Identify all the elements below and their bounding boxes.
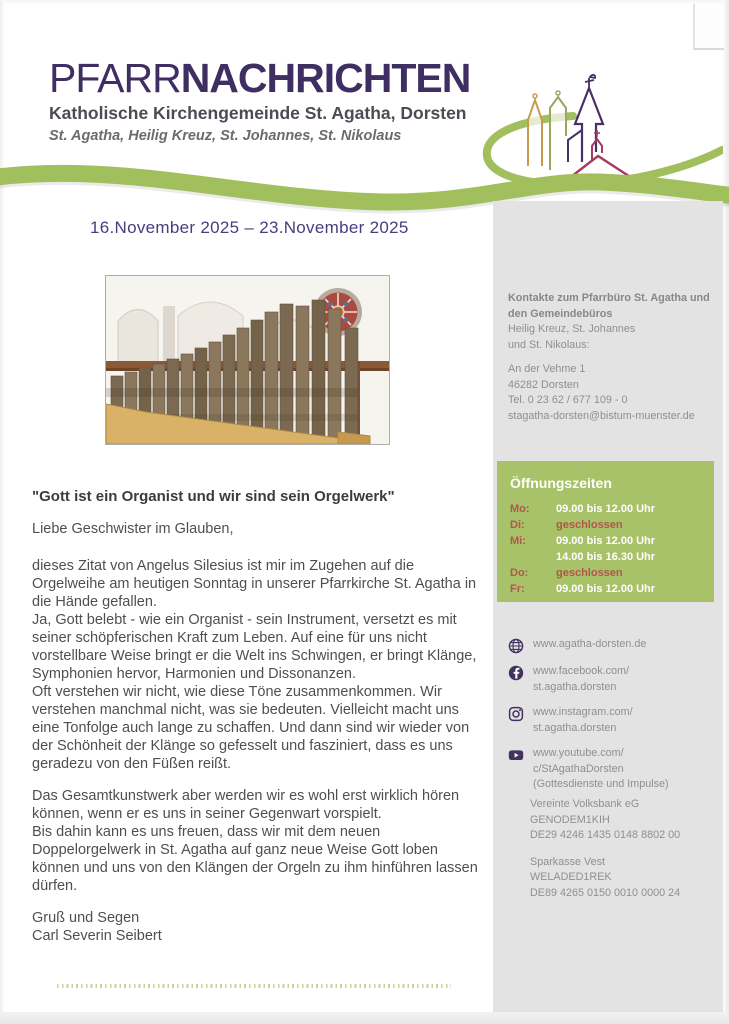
instagram-icon [508,706,524,722]
contact-heading: Kontakte zum Pfarrbüro St. Agatha und den Gemeindebüros [508,292,710,320]
article-paragraph: Das Gesamtkunstwerk aber werden wir es wohl erst wirklich hören können, wenn er es uns in seiner Gegenwart vorspielt. [32,788,460,822]
article-paragraph: Bis dahin kann es uns freuen, dass wir mit dem neuen Doppelorgelwerk in St. Agatha auf ganz neue Weise Gott loben können und uns von den Klängen der Orgeln zu ihm hinführen lassen dürfen. [32,824,478,894]
hours-day: Mi: [510,534,526,547]
facebook-url: www.facebook.com/ st.agatha.dorsten [533,665,630,693]
hours-row [510,549,702,565]
hours-time: 09.00 bis 12.00 Uhr [556,582,656,595]
contact-street: An der Vehme 1 [508,363,586,375]
title-light-part: PFARR [49,55,181,101]
hours-row [510,517,702,533]
title-bold-part: NACHRICHTEN [180,55,471,101]
contact-city: 46282 Dorsten [508,378,579,391]
youtube-icon [508,747,524,763]
contact-email: stagatha-dorsten@bistum-muenster.de [508,409,695,422]
contact-line: Heilig Kreuz, St. Johannes [508,323,636,335]
article-paragraph: Oft verstehen wir nicht, wie diese Töne zusammenkommen. Wir verstehen manchmal nicht, was sie bedeuten. Vielleicht macht uns eine Tonfolge auch lange zu schaffen. Und dann sind wir wieder von der Schönheit der Klänge so gefesselt und fasziniert, dass es uns geradezu von den Füßen reißt. [32,684,470,772]
globe-icon [508,638,524,654]
date-range: 16.November 2025 – 23.November 2025 [90,218,409,237]
instagram-url: www.instagram.com/ st.agatha.dorsten [533,706,633,734]
bank-accounts-block [530,797,720,901]
article-salutation: Liebe Geschwister im Glauben, [32,521,234,537]
parish-subtitle: Katholische Kirchengemeinde St. Agatha, Dorsten [49,103,467,123]
page-title [49,56,470,100]
contact-line: und St. Nikolaus: [508,338,590,351]
hours-row [510,565,702,581]
hours-day: Di: [510,518,525,531]
opening-hours-box [497,461,714,602]
hours-row [510,533,702,549]
article-signature: Carl Severin Seibert [32,928,162,944]
youtube-url: www.youtube.com/ c/StAgathaDorsten (Gottesdienste und Impulse) [533,747,669,790]
article-paragraph: dieses Zitat von Angelus Silesius ist mir im Zugehen auf die Orgelweihe am heutigen Sonntag in unserer Pfarrkirche St. Agatha in die Hände gefallen. [32,558,477,610]
hours-time: 14.00 bis 16.30 Uhr [556,550,656,563]
article-closing: Gruß und Segen [32,910,140,926]
hours-time: 09.00 bis 12.00 Uhr [556,534,656,547]
organ-pipes-image [106,276,389,444]
instagram-link-row [508,705,710,736]
article-quote: "Gott ist ein Organist und wir sind sein Orgelwerk" [32,488,395,505]
bank-name: Sparkasse Vest [530,855,606,868]
info-sidebar [493,201,723,1012]
bank-iban: DE89 4265 0150 0010 0000 24 [530,886,681,899]
bank-bic: WELADED1REK [530,871,612,883]
page-edge-bottom [0,1012,729,1024]
bank-iban: DE29 4246 1435 0148 8802 00 [530,829,681,841]
hours-row [510,581,702,597]
website-url: www.agatha-dorsten.de [533,638,647,650]
bank-account [530,797,720,844]
hours-time: geschlossen [556,566,623,579]
facebook-link-row [508,664,710,695]
article-paragraph: Ja, Gott belebt - wie ein Organist - sein Instrument, versetzt es mit seiner schöpferischen Kraft zum Leben. Auf eine für uns nicht vorstellbare Weise bringt er die Welt ins Schwingen, er bringt Klänge, Symphonien hervor, Harmonien und Dissonanzen. [32,612,477,682]
bank-bic: GENODEM1KIH [530,813,610,826]
hours-time: geschlossen [556,518,623,531]
hours-day: Do: [510,566,529,579]
parish-tagline: St. Agatha, Heilig Kreuz, St. Johannes, St. Nikolaus [49,128,402,144]
web-links-block [508,637,710,803]
hours-time: 09.00 bis 12.00 Uhr [556,502,656,515]
bank-name: Vereinte Volksbank eG [530,798,640,810]
youtube-link-row [508,746,710,793]
article-column [32,210,488,945]
bank-account [530,855,720,902]
contact-phone: Tel. 0 23 62 / 677 109 - 0 [508,394,628,406]
organ-photo [105,275,390,445]
opening-hours-title: Öffnungszeiten [510,475,612,491]
hours-row [510,501,702,517]
dotted-divider [57,984,451,988]
masthead [49,56,470,144]
hours-day [510,549,556,565]
hours-day: Fr: [510,582,525,595]
hours-day: Mo: [510,502,530,515]
website-link-row [508,637,710,654]
facebook-icon [508,665,524,681]
page-edge-top [0,0,729,4]
contact-block [508,291,710,424]
page-corner-decoration [693,4,724,50]
